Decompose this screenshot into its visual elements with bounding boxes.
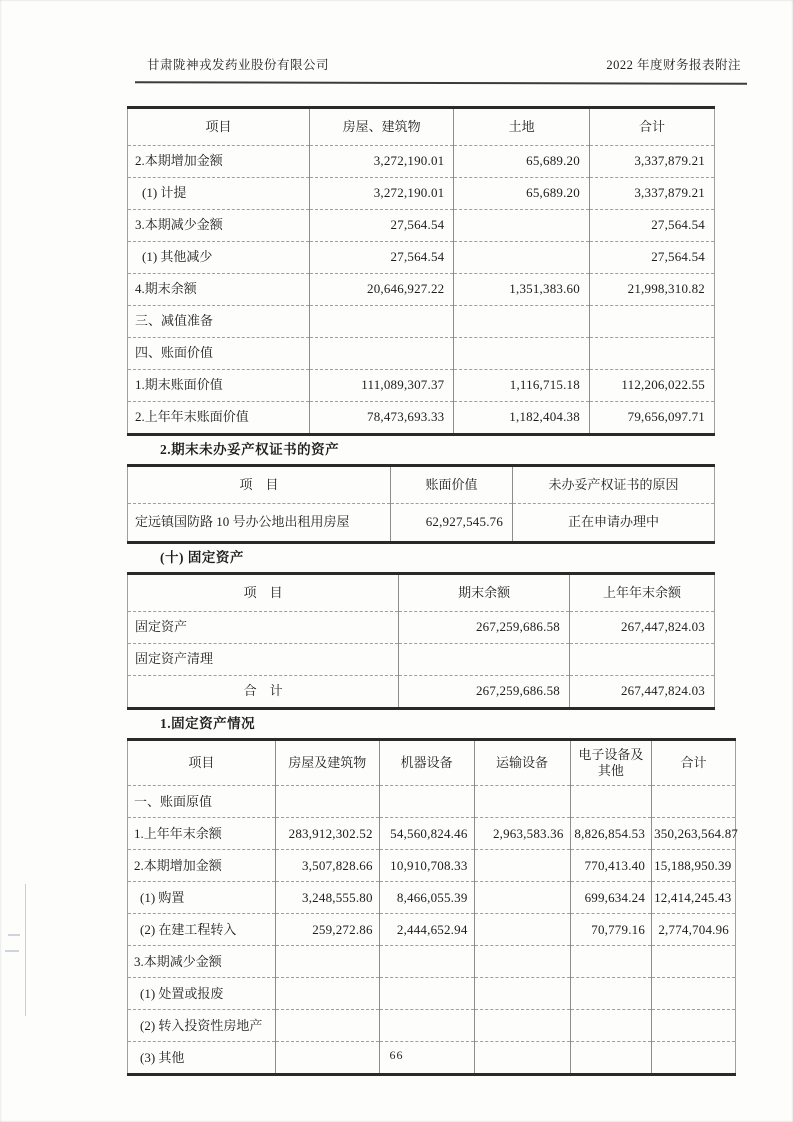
table-cell: 3,507,828.66 [275,850,379,882]
table-cell: 267,447,824.03 [570,676,715,709]
fixed-assets-original-value-table [127,738,739,1076]
table-cell: 合 计 [128,676,399,709]
table-cell: 3,337,879.21 [589,146,714,178]
table-cell [589,306,714,338]
table-cell: 2,963,583.36 [474,818,570,850]
table-cell: 111,089,307.37 [309,370,453,402]
scan-artifact-mark [5,950,19,952]
table-cell: 27,564.54 [309,210,453,242]
table-cell: (2) 转入投资性房地产 [128,1010,276,1042]
table-cell: 2,774,704.96 [652,914,736,946]
table-cell: 20,646,927.22 [309,274,453,306]
table-header-cell: 账面价值 [390,466,512,504]
table-cell: (1) 处置或报废 [128,978,276,1010]
table-cell [474,786,570,818]
unregistered-property-table [127,464,715,544]
table-row [128,786,736,818]
table-cell: 283,912,302.52 [275,818,379,850]
report-title: 2022 年度财务报表附注 [606,58,741,72]
table-cell: 2.本期增加金额 [128,850,276,882]
table-cell: 三、减值准备 [128,306,310,338]
table-cell [570,946,651,978]
table-cell: 267,447,824.03 [570,612,715,644]
section-title-fixed-assets-detail: 1.固定资产情况 [160,716,256,731]
table-cell: (1) 其他减少 [128,242,310,274]
table-header-cell: 房屋及建筑物 [275,740,379,786]
table-header-cell: 土地 [454,108,590,146]
table-cell: 定远镇国防路 10 号办公地出租用房屋 [128,504,391,543]
buildings-depreciation-table [127,106,715,436]
table-cell: 62,927,545.76 [390,504,512,543]
table-cell [652,946,736,978]
table-row [128,370,715,402]
table-row [128,914,736,946]
table-cell: 8,826,854.53 [570,818,651,850]
table-cell: 固定资产 [128,612,399,644]
table-header-cell: 机器设备 [379,740,474,786]
table-cell: 267,259,686.58 [399,612,570,644]
table-cell [309,306,453,338]
table-cell: 3,337,879.21 [589,178,714,210]
page-header [147,57,741,73]
table-header-cell: 项目 [205,119,232,134]
table-cell: 正在申请办理中 [513,504,715,543]
table-row [128,644,715,676]
table-cell: 3.本期减少金额 [128,210,310,242]
table-cell [309,338,453,370]
table-header-cell: 项 目 [239,477,279,492]
table-row [128,1010,736,1042]
table-header-cell: 合计 [589,108,714,146]
table-cell [474,850,570,882]
table-cell: 770,413.40 [570,850,651,882]
table-cell [570,978,651,1010]
table-cell: 四、账面价值 [128,338,310,370]
table-cell [652,1010,736,1042]
page-content [127,106,739,1076]
table-cell [570,1010,651,1042]
table-row [128,338,715,370]
table-row [128,946,736,978]
table-header-cell: 房屋、建筑物 [309,108,453,146]
table-cell: (1) 计提 [128,178,310,210]
table-cell: (2) 在建工程转入 [128,914,276,946]
section-title-fixed-assets: (十) 固定资产 [160,550,244,565]
table-row [128,146,715,178]
table-cell [275,1010,379,1042]
table-row [128,882,736,914]
table-cell: 27,564.54 [309,242,453,274]
table-cell [379,786,474,818]
table-cell [454,210,590,242]
table-cell: 4.期末余额 [128,274,310,306]
table-cell: 15,188,950.39 [652,850,736,882]
table-cell: 21,998,310.82 [589,274,714,306]
table-cell: 79,656,097.71 [589,402,714,435]
table-cell [474,978,570,1010]
table-row [128,178,715,210]
table-row [128,818,736,850]
table-header-row [128,740,736,786]
table-cell [454,338,590,370]
table-cell: 2.上年年末账面价值 [128,402,310,435]
table-cell: 699,634.24 [570,882,651,914]
table-row [128,274,715,306]
table-cell: 1,116,715.18 [454,370,590,402]
table-cell [454,306,590,338]
table-cell: 3,248,555.80 [275,882,379,914]
table-cell [570,644,715,676]
table-cell [275,786,379,818]
table-cell [275,978,379,1010]
scan-artifact-line [25,884,26,1016]
table-header-cell: 合计 [652,740,736,786]
table-cell: (1) 购置 [128,882,276,914]
table-cell: 3,272,190.01 [309,146,453,178]
table-cell: 1,351,383.60 [454,274,590,306]
table-row [128,612,715,644]
table-cell: 78,473,693.33 [309,402,453,435]
table-cell [474,946,570,978]
section-title-unregistered-assets: 2.期末未办妥产权证书的资产 [160,442,340,457]
table-cell: 65,689.20 [454,146,590,178]
table-header-cell: 项目 [188,755,215,770]
table-row [128,210,715,242]
table-row [128,676,715,709]
table-cell: 12,414,245.43 [652,882,736,914]
table-cell [589,338,714,370]
company-name: 甘肃陇神戎发药业股份有限公司 [147,58,330,72]
table-cell: 10,910,708.33 [379,850,474,882]
table-cell: 27,564.54 [589,242,714,274]
table-cell [652,786,736,818]
table-cell: 112,206,022.55 [589,370,714,402]
table-row [128,306,715,338]
table-cell [399,644,570,676]
table-row [128,850,736,882]
table-cell: 1,182,404.38 [454,402,590,435]
table-header-row [128,574,715,612]
table-header-cell: 项 目 [243,585,283,600]
table-cell: 8,466,055.39 [379,882,474,914]
table-cell: 固定资产清理 [128,644,399,676]
table-cell [652,978,736,1010]
table-header-cell: 上年年末余额 [570,574,715,612]
table-row [128,504,715,543]
table-cell: 2.本期增加金额 [128,146,310,178]
table-cell: 65,689.20 [454,178,590,210]
table-row [128,402,715,435]
table-header-cell: 电子设备及其他 [570,740,651,786]
table-cell: 3,272,190.01 [309,178,453,210]
table-cell: 27,564.54 [589,210,714,242]
table-header-row [128,108,715,146]
table-header-row [128,466,715,504]
table-cell: 350,263,564.87 [652,818,736,850]
table-cell: 一、账面原值 [128,786,276,818]
table-row [128,978,736,1010]
table-cell [474,1010,570,1042]
table-cell [474,914,570,946]
table-cell: 267,259,686.58 [399,676,570,709]
table-cell [570,786,651,818]
table-cell: (3) 其他 [128,1042,276,1075]
table-row [128,242,715,274]
table-cell: 259,272.86 [275,914,379,946]
table-cell: 1.上年年末余额 [128,818,276,850]
table-cell [474,882,570,914]
table-cell [379,946,474,978]
table-header-cell: 运输设备 [474,740,570,786]
table-cell: 2,444,652.94 [379,914,474,946]
table-cell [379,978,474,1010]
table-cell: 70,779.16 [570,914,651,946]
table-cell: 54,560,824.46 [379,818,474,850]
table-cell: 1.期末账面价值 [128,370,310,402]
fixed-assets-summary-table [127,572,715,710]
scan-artifact-mark [8,934,20,936]
table-cell: 3.本期减少金额 [128,946,276,978]
table-header-cell: 期末余额 [399,574,570,612]
table-cell [454,242,590,274]
header-rule [135,81,747,85]
table-cell [379,1010,474,1042]
table-cell [275,946,379,978]
page-number: 66 [389,1048,404,1062]
table-header-cell: 未办妥产权证书的原因 [513,466,715,504]
